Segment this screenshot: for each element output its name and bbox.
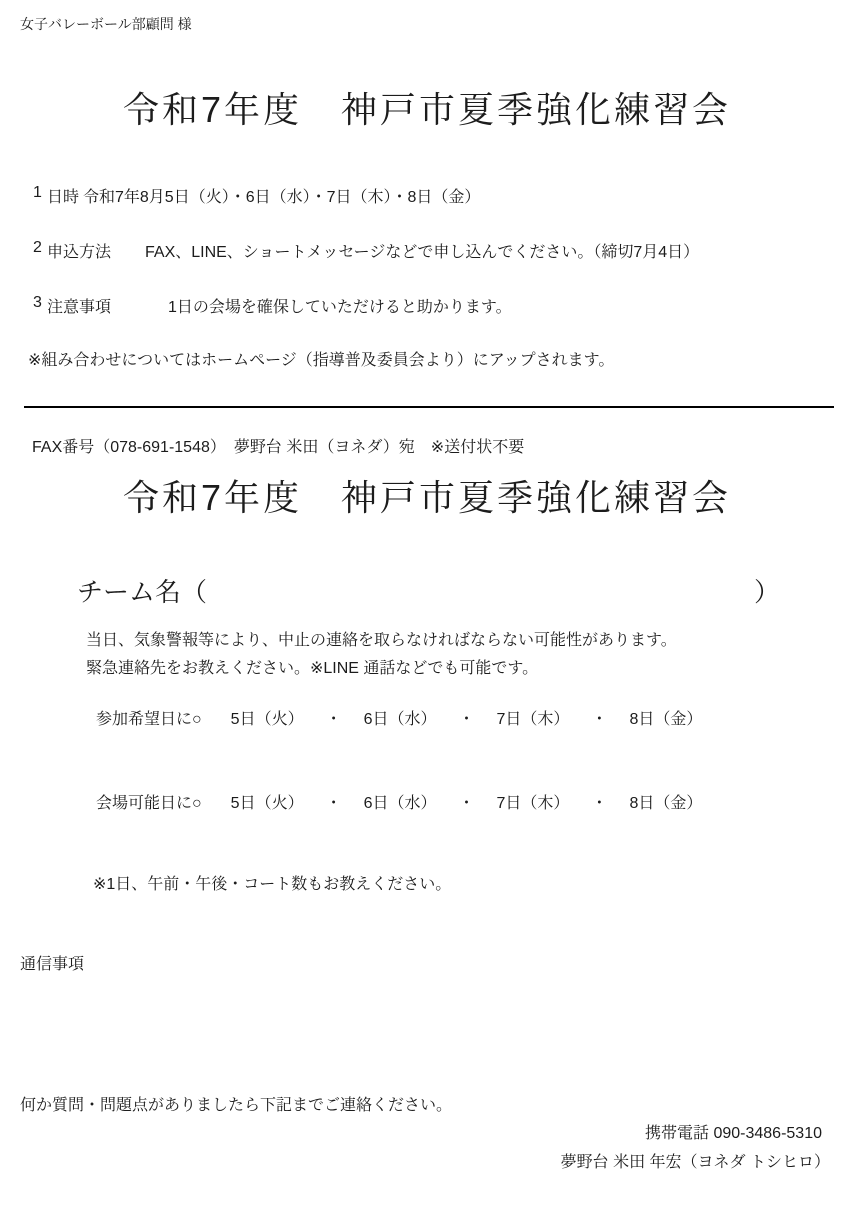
day-option: 8日（金）	[629, 795, 703, 812]
correspondence-label: 通信事項	[20, 956, 85, 973]
item-notes-text: 1日の会場を確保していただけると助かります。	[168, 299, 512, 316]
item-notes	[33, 294, 512, 317]
item-application-text: FAX、LINE、ショートメッセージなどで申し込んでください。（締切7月4日）	[145, 244, 700, 261]
item-notes-head	[33, 294, 168, 317]
venue-days-label: 会場可能日に○	[96, 795, 202, 812]
form-title: 令和7年度 神戸市夏季強化練習会	[122, 477, 732, 518]
item-application-method	[33, 239, 699, 262]
item-number: 1	[33, 184, 42, 201]
day-option: 6日（水）	[363, 711, 437, 728]
day-option: 7日（木）	[496, 795, 570, 812]
emergency-contact-line: 緊急連絡先をお教えください。※LINE 通話などでも可能です。	[86, 660, 539, 677]
contact-note: 何か質問・問題点がありましたら下記までご連絡ください。	[20, 1097, 453, 1114]
item-datetime-text: 令和7年8月5日（火）・6日（水）・7日（木）・8日（金）	[83, 189, 481, 206]
horizontal-divider	[24, 406, 834, 408]
day-option: 5日（火）	[230, 795, 304, 812]
sender-signature: 夢野台 米田 年宏（ヨネダ トシヒロ）	[560, 1154, 830, 1171]
weather-warning-line: 当日、気象警報等により、中止の連絡を取らなければならない可能性があります。	[86, 632, 677, 649]
mobile-phone-line: 携帯電話 090-3486-5310	[645, 1125, 822, 1142]
item-datetime	[33, 184, 480, 207]
day-option: 7日（木）	[496, 711, 570, 728]
day-separator: ・	[591, 795, 608, 812]
item-number: 2	[33, 239, 42, 256]
homepage-note: ※組み合わせについてはホームページ（指導普及委員会より）にアップされます。	[28, 352, 615, 369]
fax-number-line: FAX番号（078-691-1548） 夢野台 米田（ヨネダ）宛 ※送付状不要	[32, 439, 525, 456]
participation-days-label: 参加希望日に○	[96, 711, 202, 728]
item-datetime-head	[33, 184, 83, 207]
item-application-head	[33, 239, 145, 262]
court-count-note: ※1日、午前・午後・コート数もお教えください。	[93, 876, 452, 893]
recipient-line: 女子バレーボール部顧問 様	[20, 16, 192, 32]
item-number: 3	[33, 294, 42, 311]
item-label: 注意事項	[47, 299, 112, 316]
participation-days-line	[96, 706, 713, 729]
day-option: 8日（金）	[629, 711, 703, 728]
day-separator: ・	[458, 795, 475, 812]
day-separator: ・	[325, 711, 342, 728]
day-option: 6日（水）	[363, 795, 437, 812]
item-label: 日時	[47, 189, 80, 206]
team-name-field	[77, 572, 780, 609]
day-option: 5日（火）	[230, 711, 304, 728]
day-separator: ・	[325, 795, 342, 812]
day-separator: ・	[591, 711, 608, 728]
item-label: 申込方法	[47, 244, 112, 261]
team-name-label: チーム名（	[77, 577, 208, 607]
day-separator: ・	[458, 711, 475, 728]
venue-days-line	[96, 790, 713, 813]
document-title: 令和7年度 神戸市夏季強化練習会	[122, 89, 732, 130]
team-name-close-paren: ）	[753, 577, 780, 607]
